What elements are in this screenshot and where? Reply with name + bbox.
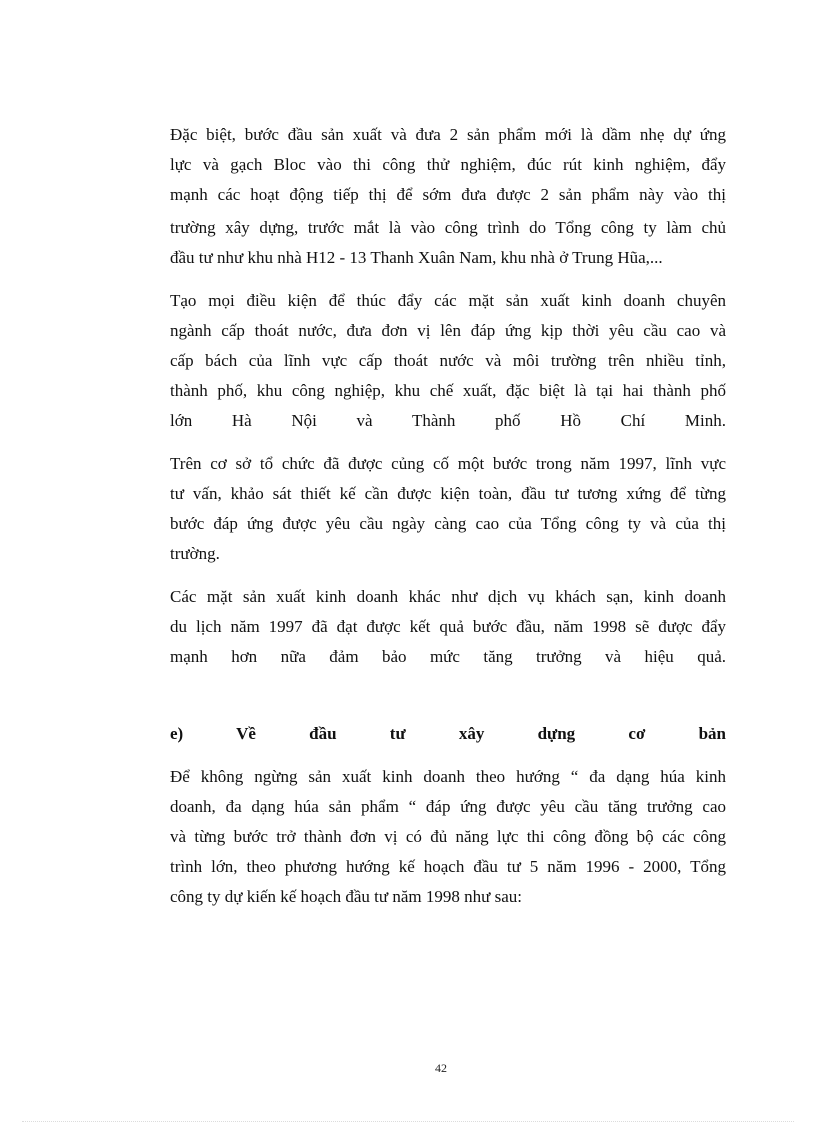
paragraph-water-supply — [170, 286, 726, 436]
text-line: và từng bước trở thành đơn vị có đủ năng lực thi công đồng bộ các công — [170, 827, 726, 846]
text-line: trường xây dựng, trước mắt là vào công trình do Tổng công ty làm chủ — [170, 218, 726, 237]
text-line: Để không ngừng sản xuất kinh doanh theo hướng “ đa dạng húa kinh — [170, 767, 726, 786]
text-line: lực và gạch Bloc vào thi công thử nghiệm, đúc rút kinh nghiệm, đẩy — [170, 155, 726, 174]
text-line: du lịch năm 1997 đã đạt được kết quả bước đầu, năm 1998 sẽ được đẩy — [170, 617, 726, 636]
text-line: Các mặt sản xuất kinh doanh khác như dịch vụ khách sạn, kinh doanh — [170, 587, 726, 606]
text-line: lớn Hà Nội và Thành phố Hồ Chí Minh. — [170, 411, 726, 430]
text-line: Tạo mọi điều kiện để thúc đẩy các mặt sản xuất kinh doanh chuyên — [170, 291, 726, 310]
text-line: mạnh hơn nữa đảm bảo mức tăng trưởng và hiệu quả. — [170, 647, 726, 666]
page-bottom-divider — [22, 1121, 794, 1122]
paragraph-investment-plan — [170, 762, 726, 912]
section-heading — [170, 719, 726, 749]
text-line: trình lớn, theo phương hướng kế hoạch đầu tư 5 năm 1996 - 2000, Tổng — [170, 857, 726, 876]
page-content — [170, 120, 726, 912]
text-line: thành phố, khu công nghiệp, khu chế xuất, đặc biệt là tại hai thành phố — [170, 381, 726, 400]
text-line: ngành cấp thoát nước, đưa đơn vị lên đáp ứng kịp thời yêu cầu cao và — [170, 321, 726, 340]
text-line: đầu tư như khu nhà H12 - 13 Thanh Xuân Nam, khu nhà ở Trung Hũa,... — [170, 248, 663, 267]
text-line: doanh, đa dạng húa sản phẩm “ đáp ứng được yêu cầu tăng trưởng cao — [170, 797, 726, 816]
text-line: trường. — [170, 544, 220, 563]
text-line: Đặc biệt, bước đầu sản xuất và đưa 2 sản phẩm mới là dầm nhẹ dự ứng — [170, 125, 726, 144]
text-line: mạnh các hoạt động tiếp thị để sớm đưa được 2 sản phẩm này vào thị — [170, 185, 726, 204]
text-line: bước đáp ứng được yêu cầu ngày càng cao của Tổng công ty và của thị — [170, 514, 726, 533]
text-line: tư vấn, khảo sát thiết kế cần được kiện toàn, đầu tư tương xứng để từng — [170, 484, 726, 503]
paragraph-consulting — [170, 449, 726, 569]
heading-text: e) Về đầu tư xây dựng cơ bản — [170, 724, 726, 743]
page-number: 42 — [435, 1061, 447, 1075]
text-line: công ty dự kiến kế hoạch đầu tư năm 1998 như sau: — [170, 887, 522, 906]
paragraph-other-business — [170, 582, 726, 672]
text-line: cấp bách của lĩnh vực cấp thoát nước và môi trường trên nhiều tỉnh, — [170, 351, 726, 370]
text-line: Trên cơ sở tổ chức đã được củng cố một bước trong năm 1997, lĩnh vực — [170, 454, 726, 473]
paragraph-product-development — [170, 120, 726, 273]
